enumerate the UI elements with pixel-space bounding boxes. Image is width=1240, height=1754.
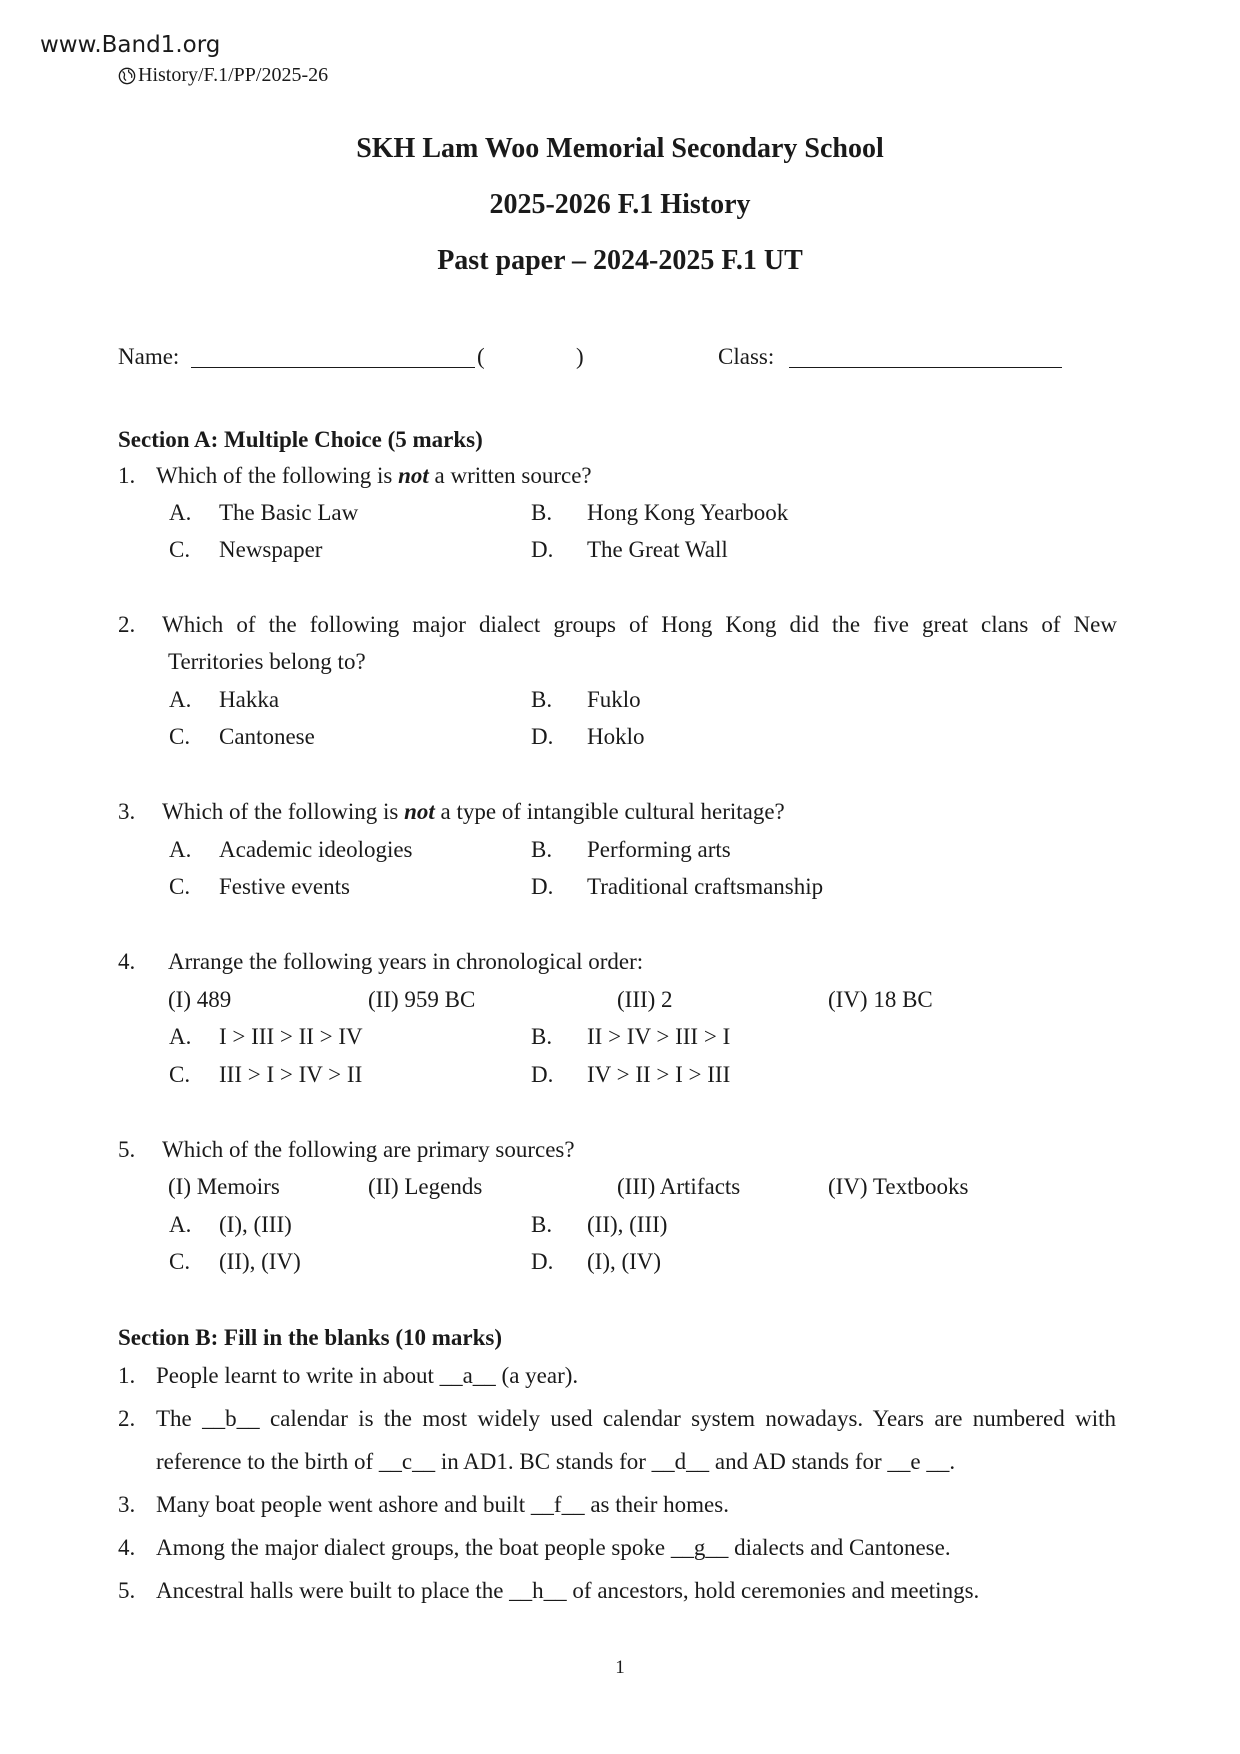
class-field[interactable]	[789, 345, 1062, 368]
blank-item-text-continued: reference to the birth of __c__ in AD1. BC stands for __d__ and AD stands for __e __.	[156, 1449, 956, 1474]
globe-icon	[118, 67, 136, 85]
option-letter[interactable]: D.	[531, 537, 554, 562]
option-text: Cantonese	[219, 724, 315, 749]
blank-item-text: People learnt to write in about __a__ (a year).	[156, 1363, 579, 1388]
section-b-heading: Section B: Fill in the blanks (10 marks)	[118, 1325, 503, 1350]
name-label: Name:	[118, 344, 180, 369]
question-text: Which of the following is not a written source?	[156, 463, 592, 488]
reference-code: History/F.1/PP/2025-26	[138, 64, 329, 86]
option-letter[interactable]: C.	[169, 1062, 191, 1087]
document-reference	[118, 64, 328, 87]
question-text: Which of the following are primary sources?	[162, 1137, 575, 1162]
option-text: Hong Kong Yearbook	[587, 500, 789, 525]
question-number: 4.	[118, 949, 136, 974]
option-letter[interactable]: C.	[169, 537, 191, 562]
option-letter[interactable]: A.	[169, 1024, 192, 1049]
option-text: Hakka	[219, 687, 280, 712]
option-text: Hoklo	[587, 724, 645, 749]
statement-item: (I) 489	[168, 987, 232, 1012]
question-number: 3.	[118, 799, 136, 824]
statement-item: (IV) Textbooks	[828, 1174, 969, 1199]
option-letter[interactable]: C.	[169, 874, 191, 899]
name-field[interactable]	[191, 345, 475, 368]
blank-item-number: 4.	[118, 1535, 136, 1560]
option-text: III > I > IV > II	[219, 1062, 363, 1087]
open-paren: (	[477, 344, 485, 369]
option-text: Performing arts	[587, 837, 731, 862]
option-text: II > IV > III > I	[587, 1024, 731, 1049]
option-letter[interactable]: A.	[169, 837, 192, 862]
close-paren: )	[576, 344, 584, 369]
option-letter[interactable]: B.	[531, 1024, 553, 1049]
section-a-heading: Section A: Multiple Choice (5 marks)	[118, 427, 483, 452]
option-text: Traditional craftsmanship	[587, 874, 824, 899]
option-text: Newspaper	[219, 537, 323, 562]
website-url: www.Band1.org	[40, 32, 221, 58]
option-text: (I), (III)	[219, 1212, 292, 1237]
option-letter[interactable]: B.	[531, 500, 553, 525]
option-letter[interactable]: B.	[531, 837, 553, 862]
question-number: 1.	[118, 463, 136, 488]
blank-item-text: Among the major dialect groups, the boat people spoke __g__ dialects and Cantonese.	[156, 1535, 951, 1560]
blank-item-number: 2.	[118, 1406, 136, 1431]
course-title: 2025-2026 F.1 History	[489, 189, 751, 220]
option-text: The Great Wall	[587, 537, 728, 562]
paper-title: Past paper – 2024-2025 F.1 UT	[437, 245, 803, 276]
page-number: 1	[615, 1657, 625, 1678]
question-text: Arrange the following years in chronological order:	[168, 949, 644, 974]
option-letter[interactable]: D.	[531, 1249, 554, 1274]
option-letter[interactable]: A.	[169, 1212, 192, 1237]
option-letter[interactable]: A.	[169, 687, 192, 712]
school-title: SKH Lam Woo Memorial Secondary School	[356, 133, 884, 164]
option-text: (II), (IV)	[219, 1249, 301, 1274]
statement-item: (IV) 18 BC	[828, 987, 933, 1012]
question-text: Which of the following major dialect groups of Hong Kong did the five great clans of New	[162, 612, 1117, 637]
question-text: Which of the following is not a type of intangible cultural heritage?	[162, 799, 785, 824]
option-text: Festive events	[219, 874, 350, 899]
blank-item-number: 5.	[118, 1578, 136, 1603]
statement-item: (III) 2	[617, 987, 673, 1012]
blank-item-number: 1.	[118, 1363, 136, 1388]
question-text-continued: Territories belong to?	[168, 649, 366, 674]
class-label: Class:	[718, 344, 775, 369]
blank-item-number: 3.	[118, 1492, 136, 1517]
option-text: The Basic Law	[219, 500, 359, 525]
option-text: (II), (III)	[587, 1212, 668, 1237]
option-letter[interactable]: A.	[169, 500, 192, 525]
option-letter[interactable]: B.	[531, 687, 553, 712]
statement-item: (III) Artifacts	[617, 1174, 741, 1199]
option-letter[interactable]: D.	[531, 1062, 554, 1087]
option-text: Academic ideologies	[219, 837, 413, 862]
statement-item: (II) 959 BC	[368, 987, 476, 1012]
option-text: (I), (IV)	[587, 1249, 662, 1274]
blank-item-text: Many boat people went ashore and built __f__ as their homes.	[156, 1492, 729, 1517]
blank-item-text: Ancestral halls were built to place the __h__ of ancestors, hold ceremonies and meetings.	[156, 1578, 980, 1603]
option-letter[interactable]: C.	[169, 724, 191, 749]
statement-item: (II) Legends	[368, 1174, 483, 1199]
question-number: 2.	[118, 612, 136, 637]
option-letter[interactable]: D.	[531, 724, 554, 749]
option-letter[interactable]: C.	[169, 1249, 191, 1274]
question-number: 5.	[118, 1137, 136, 1162]
option-text: IV > II > I > III	[587, 1062, 731, 1087]
option-letter[interactable]: B.	[531, 1212, 553, 1237]
option-text: I > III > II > IV	[219, 1024, 363, 1049]
option-letter[interactable]: D.	[531, 874, 554, 899]
blank-item-text: The __b__ calendar is the most widely used calendar system nowadays. Years are numbered with	[156, 1406, 1116, 1431]
option-text: Fuklo	[587, 687, 641, 712]
statement-item: (I) Memoirs	[168, 1174, 280, 1199]
